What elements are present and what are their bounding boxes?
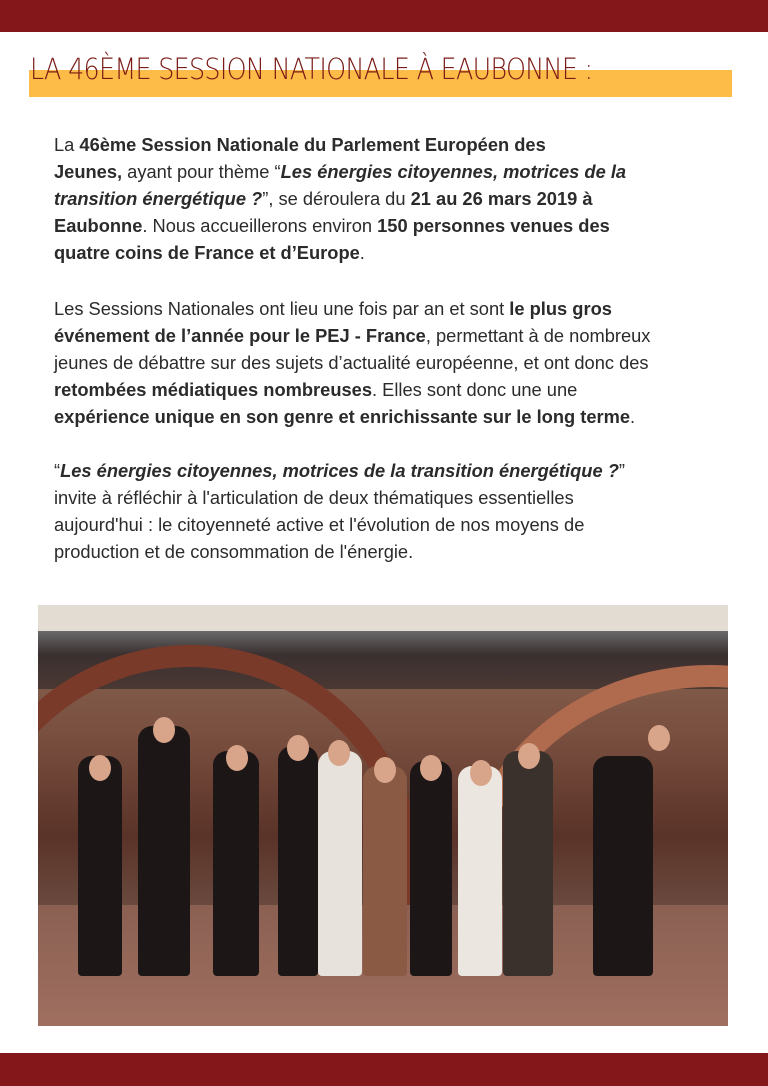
text-segment: , permettant à de nombreux (425, 325, 651, 346)
text-segment: “ (54, 460, 61, 481)
text-segment: ”, se déroulera du (262, 188, 411, 209)
text-segment: production et de consommation de l'énergie. (54, 541, 414, 562)
text-line (54, 349, 734, 376)
page-title: LA 46ÈME SESSION NATIONALE À EAUBONNE : (30, 52, 593, 86)
text-line (54, 403, 734, 430)
text-line (54, 239, 734, 266)
text-segment: . (359, 242, 365, 263)
footer-bar (0, 1053, 768, 1086)
text-segment: expérience unique en son genre et enrichissante sur le long terme (54, 406, 631, 427)
text-segment: retombées médiatiques nombreuses (54, 379, 372, 400)
text-line (54, 295, 734, 322)
paragraph-sessions (54, 295, 734, 430)
text-line (54, 376, 734, 403)
paragraph-theme (54, 457, 734, 565)
text-line (54, 484, 734, 511)
text-line (54, 185, 734, 212)
text-line (54, 538, 734, 565)
text-line (54, 457, 734, 484)
paragraph-intro (54, 131, 734, 266)
text-segment: . Nous accueillerons environ (142, 215, 378, 236)
text-segment: aujourd'hui : le citoyenneté active et l'évolution de nos moyens de (54, 514, 585, 535)
text-segment: transition énergétique ? (54, 188, 263, 209)
header-bar (0, 0, 768, 32)
text-segment: invite à réfléchir à l'articulation de deux thématiques essentielles (54, 487, 574, 508)
text-line (54, 158, 734, 185)
text-segment: 150 personnes venues des (377, 215, 610, 236)
text-segment: 46ème Session Nationale du Parlement Européen des (79, 134, 546, 155)
text-segment: . Elles sont donc une une (372, 379, 578, 400)
text-segment: ” (618, 460, 625, 481)
text-line (54, 322, 734, 349)
text-segment: Les Sessions Nationales ont lieu une fois par an et sont (54, 298, 510, 319)
text-segment: 21 au 26 mars 2019 à (410, 188, 593, 209)
text-segment: événement de l’année pour le PEJ - France (54, 325, 426, 346)
text-segment: . (630, 406, 636, 427)
text-line (54, 131, 734, 158)
text-segment: ayant pour thème “ (122, 161, 281, 182)
group-photo (38, 605, 728, 1026)
text-segment: le plus gros (509, 298, 612, 319)
text-segment: Les énergies citoyennes, motrices de la (280, 161, 627, 182)
text-segment: La (54, 134, 80, 155)
text-segment: Jeunes, (54, 161, 123, 182)
text-segment: jeunes de débattre sur des sujets d’actualité européenne, et ont donc des (54, 352, 649, 373)
text-line (54, 511, 734, 538)
text-line (54, 212, 734, 239)
text-segment: Eaubonne (54, 215, 143, 236)
text-segment: quatre coins de France et d’Europe (54, 242, 360, 263)
text-segment: Les énergies citoyennes, motrices de la transition énergétique ? (60, 460, 619, 481)
